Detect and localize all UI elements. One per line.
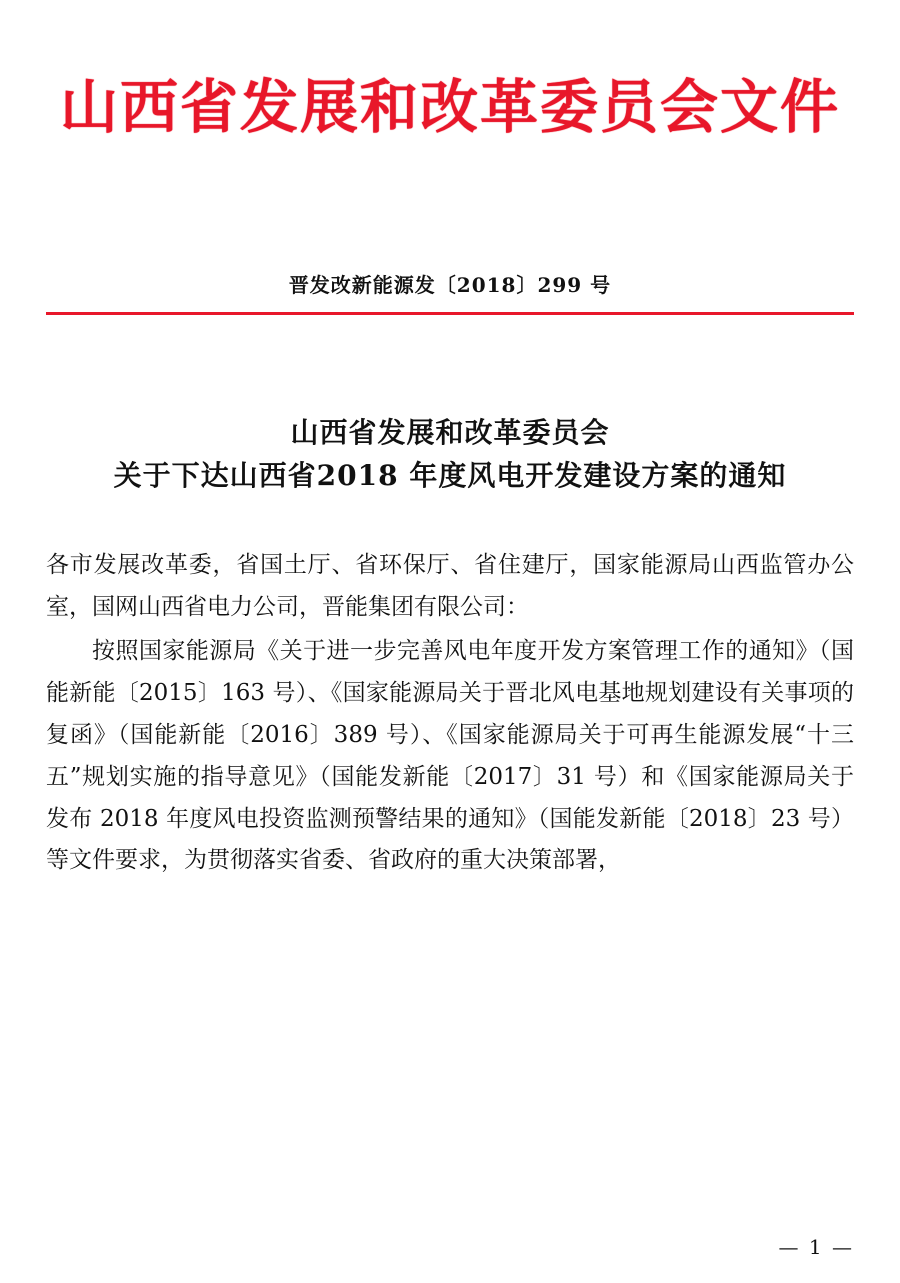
- masthead: [46, 74, 854, 141]
- document-number: 晋发改新能源发〔2018〕299 号: [288, 272, 612, 297]
- masthead-title: 山西省发展和改革委员会文件: [59, 73, 840, 141]
- document-page: [0, 74, 900, 1283]
- red-separator-rule: [46, 312, 854, 315]
- document-number-row: [46, 269, 854, 298]
- title-block: [46, 411, 854, 498]
- paragraph-body-1: 按照国家能源局《关于进一步完善风电年度开发方案管理工作的通知》（国能新能〔2015〕163 号）、《国家能源局关于晋北风电基地规划建设有关事项的复函》（国能新能〔2016〕389 号）、《国家能源局关于可再生能源发展“十三五”规划实施的指导意见》（国能发新能〔2017〕31 号）和《国家能源局关于发布 2018 年度风电投资监测预警结果的通知》（国能发新能〔2018〕23 号）等文件要求，为贯彻落实省委、省政府的重大决策部署，: [46, 638, 854, 874]
- body-text: [46, 545, 854, 882]
- page-title-line-1: 山西省发展和改革委员会: [290, 415, 610, 449]
- page-number: — 1 —: [778, 1235, 854, 1259]
- paragraph-recipients: 各市发展改革委，省国土厅、省环保厅、省住建厅，国家能源局山西监管办公室，国网山西省电力公司，晋能集团有限公司：: [46, 552, 854, 621]
- page-title-line-2: 关于下达山西省2018 年度风电开发建设方案的通知: [113, 459, 787, 493]
